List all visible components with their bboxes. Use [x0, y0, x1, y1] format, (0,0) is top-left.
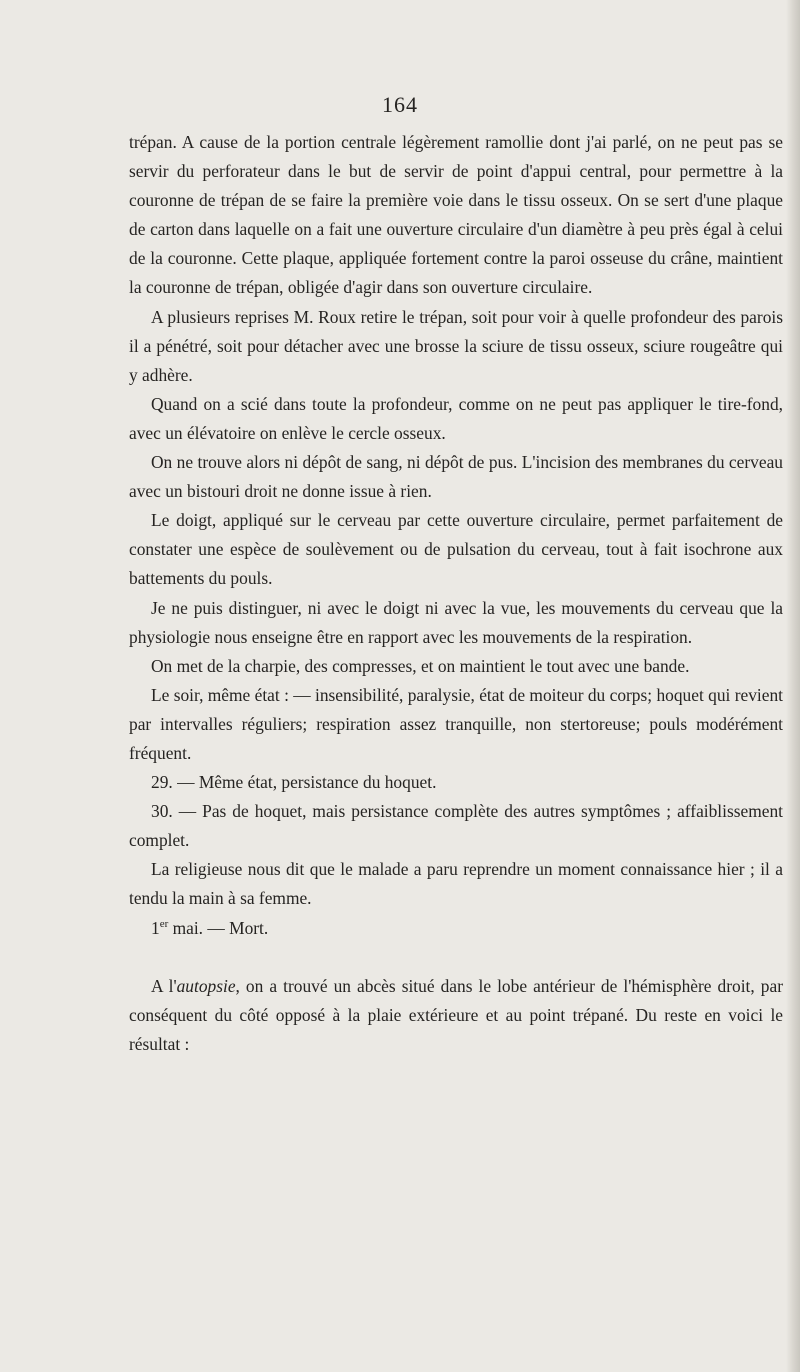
paragraph-11: La religieuse nous dit que le malade a paru reprendre un moment connaissance hier ; il a tendu la main à sa femme.: [129, 859, 783, 909]
paragraph-9: 29. — Même état, persistance du hoquet.: [151, 772, 437, 793]
autopsy-text: , on a trouvé un abcès situé dans le lobe antérieur de l'hémisphère droit, par conséquent du côté opposé à la plaie extérieure et au point trépané. Du reste en voici le résultat :: [129, 975, 783, 1054]
page-edge: [786, 0, 800, 1372]
paragraph-1: trépan. A cause de la portion centrale légèrement ramollie dont j'ai parlé, on ne peut pas se servir du perforateur dans le but de servir de point d'appui central, pour permettre à la couronne de trépan de se faire la première voie dans le tissu osseux. On se sert d'une plaque de carton dans laquelle on a fait une ouverture circulaire d'un diamètre à peu près égal à celui de la couronne. Cette plaque, appliquée fortement contre la paroi osseuse du crâne, maintient la couronne de trépan, obligée d'agir dans son ouverture circulaire.: [129, 132, 783, 298]
paragraph-3: Quand on a scié dans toute la profondeur, comme on ne peut pas appliquer le tire-fond, avec un élévatoire on enlève le cercle osseux.: [129, 393, 783, 443]
paragraph-10: 30. — Pas de hoquet, mais persistance complète des autres symptômes ; affaiblissement complet.: [129, 801, 783, 851]
autopsy-prefix: A l': [151, 975, 177, 996]
autopsy-italic: autopsie: [176, 975, 236, 996]
date-number: 1: [151, 917, 160, 938]
autopsy-paragraph: [129, 972, 783, 1059]
paragraph-4: On ne trouve alors ni dépôt de sang, ni dépôt de pus. L'incision des membranes du cerveau avec un bistouri droit ne donne issue à rien.: [129, 452, 783, 502]
date-text: mai. — Mort.: [168, 917, 269, 938]
paragraph-5: Le doigt, appliqué sur le cerveau par cette ouverture circulaire, permet parfaitement de constater une espèce de soulèvement ou de pulsation du cerveau, tout à fait isochrone aux battements du pouls.: [129, 510, 783, 589]
paragraph-8: Le soir, même état : — insensibilité, paralysie, état de moiteur du corps; hoquet qui revient par intervalles réguliers; respiration assez tranquille, non stertoreuse; pouls modérément fréquent.: [129, 684, 783, 763]
date-superscript: er: [159, 917, 169, 930]
paragraph-2: A plusieurs reprises M. Roux retire le trépan, soit pour voir à quelle profondeur des parois il a pénétré, soit pour détacher avec une brosse la sciure de tissu osseux, sciure rougeâtre qui y adhère.: [129, 306, 783, 385]
date-entry: [129, 914, 783, 943]
page-number: 164: [382, 92, 418, 117]
body-text: [129, 128, 783, 1059]
paragraph-6: Je ne puis distinguer, ni avec le doigt ni avec la vue, les mouvements du cerveau que la physiologie nous enseigne être en rapport avec les mouvements de la respiration.: [129, 597, 783, 647]
paragraph-7: On met de la charpie, des compresses, et on maintient le tout avec une bande.: [151, 655, 690, 676]
